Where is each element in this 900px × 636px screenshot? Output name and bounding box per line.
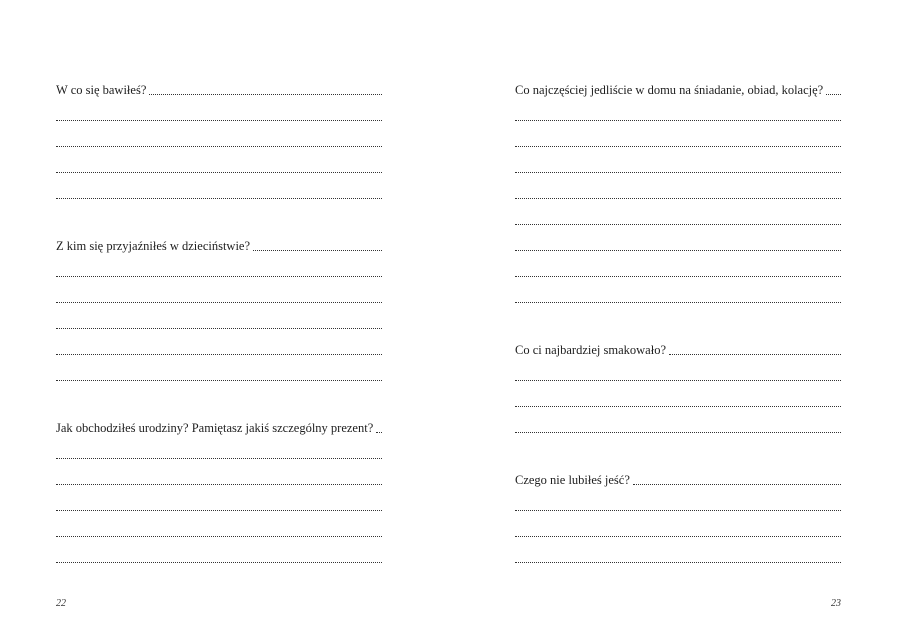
answer-dotted-line[interactable] [515, 431, 841, 433]
question-text: Jak obchodziłeś urodziny? Pamiętasz jakiś szczególny prezent? [56, 421, 374, 435]
answer-dotted-line[interactable] [56, 145, 382, 147]
answer-dotted-line[interactable] [56, 197, 382, 199]
answer-line[interactable] [56, 98, 382, 124]
question-section [56, 72, 382, 202]
question-section [56, 410, 382, 566]
answer-line[interactable] [515, 228, 841, 254]
answer-dotted-line[interactable] [515, 275, 841, 277]
answer-line[interactable] [515, 540, 841, 566]
answer-line[interactable] [56, 436, 382, 462]
answer-dotted-line[interactable] [515, 223, 841, 225]
answer-dotted-line[interactable] [56, 535, 382, 537]
answer-dotted-line[interactable] [515, 509, 841, 511]
answer-dotted-line[interactable] [56, 171, 382, 173]
answer-line[interactable] [56, 150, 382, 176]
answer-dotted-line[interactable] [56, 353, 382, 355]
answer-line[interactable] [515, 98, 841, 124]
question-text: W co się bawiłeś? [56, 83, 147, 97]
answer-dotted-line[interactable] [515, 145, 841, 147]
answer-dotted-line[interactable] [56, 509, 382, 511]
left-page [56, 0, 382, 636]
question-section [56, 228, 382, 384]
answer-line[interactable] [56, 514, 382, 540]
page-number: 23 [831, 598, 841, 609]
question-line [56, 228, 382, 254]
answer-dotted-line[interactable] [633, 483, 841, 485]
answer-dotted-line[interactable] [515, 379, 841, 381]
answer-line[interactable] [515, 384, 841, 410]
question-text: Co najczęściej jedliście w domu na śniadanie, obiad, kolację? [515, 83, 824, 97]
answer-line[interactable] [56, 176, 382, 202]
question-line [56, 410, 382, 436]
answer-dotted-line[interactable] [56, 327, 382, 329]
answer-dotted-line[interactable] [56, 457, 382, 459]
answer-dotted-line[interactable] [149, 93, 382, 95]
answer-dotted-line[interactable] [56, 275, 382, 277]
answer-line[interactable] [515, 150, 841, 176]
answer-dotted-line[interactable] [56, 561, 382, 563]
answer-dotted-line[interactable] [515, 249, 841, 251]
answer-dotted-line[interactable] [56, 483, 382, 485]
answer-line[interactable] [56, 358, 382, 384]
answer-dotted-line[interactable] [515, 301, 841, 303]
answer-line[interactable] [515, 488, 841, 514]
answer-line[interactable] [515, 176, 841, 202]
answer-dotted-line[interactable] [515, 405, 841, 407]
question-line [515, 332, 841, 358]
answer-dotted-line[interactable] [376, 431, 382, 433]
answer-dotted-line[interactable] [515, 561, 841, 563]
answer-line[interactable] [56, 254, 382, 280]
answer-line[interactable] [56, 306, 382, 332]
answer-line[interactable] [56, 280, 382, 306]
question-line [56, 72, 382, 98]
answer-dotted-line[interactable] [56, 379, 382, 381]
answer-dotted-line[interactable] [826, 93, 841, 95]
answer-dotted-line[interactable] [56, 119, 382, 121]
question-section [515, 332, 841, 436]
right-page [515, 0, 841, 636]
question-text: Czego nie lubiłeś jeść? [515, 473, 630, 487]
question-line [515, 72, 841, 98]
answer-line[interactable] [515, 358, 841, 384]
page-number: 22 [56, 598, 66, 609]
answer-dotted-line[interactable] [515, 535, 841, 537]
answer-dotted-line[interactable] [515, 171, 841, 173]
answer-line[interactable] [56, 124, 382, 150]
answer-dotted-line[interactable] [515, 197, 841, 199]
answer-line[interactable] [56, 488, 382, 514]
answer-dotted-line[interactable] [515, 119, 841, 121]
answer-line[interactable] [56, 332, 382, 358]
answer-dotted-line[interactable] [669, 353, 841, 355]
answer-line[interactable] [515, 124, 841, 150]
answer-line[interactable] [515, 254, 841, 280]
answer-dotted-line[interactable] [253, 249, 382, 251]
question-line [515, 462, 841, 488]
answer-line[interactable] [515, 280, 841, 306]
question-text: Co ci najbardziej smakowało? [515, 343, 666, 357]
question-text: Z kim się przyjaźniłeś w dzieciństwie? [56, 239, 251, 253]
answer-line[interactable] [515, 410, 841, 436]
answer-line[interactable] [515, 202, 841, 228]
answer-dotted-line[interactable] [56, 301, 382, 303]
answer-line[interactable] [56, 462, 382, 488]
question-section [515, 462, 841, 566]
answer-line[interactable] [56, 540, 382, 566]
answer-line[interactable] [515, 514, 841, 540]
question-section [515, 72, 841, 306]
